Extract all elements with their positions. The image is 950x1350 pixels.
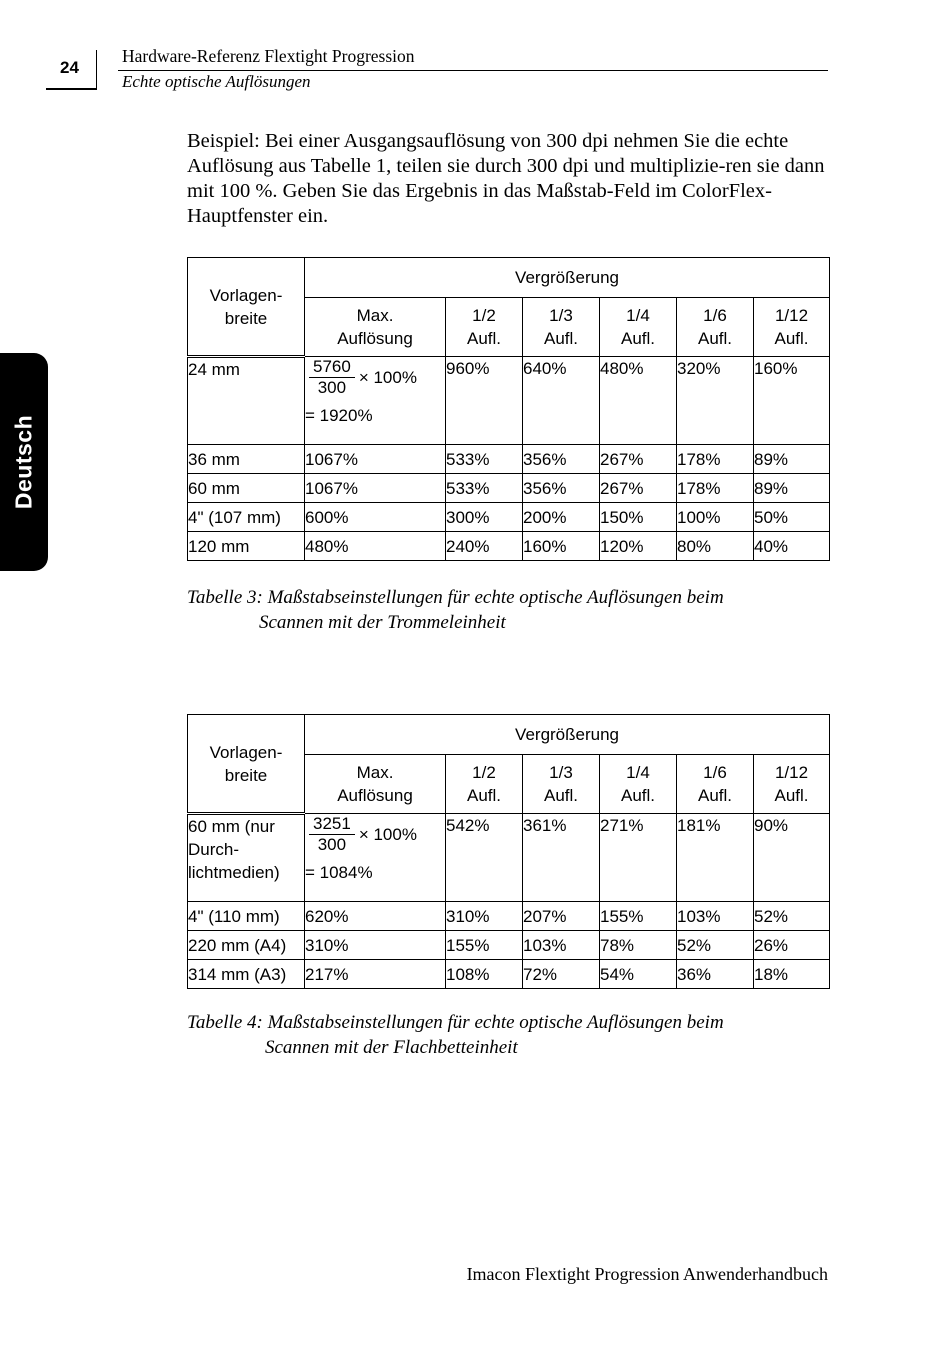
- table-cell: 89%: [754, 474, 830, 503]
- formula-result: = 1920%: [305, 406, 373, 425]
- column-header-half: 1/2 Aufl.: [446, 298, 523, 357]
- table-cell: 181%: [677, 814, 754, 902]
- header-divider: [96, 50, 97, 90]
- caption-line: Tabelle 4: Maßstabseinstellungen für echte optische Auflösungen beim: [187, 1012, 724, 1033]
- page-number: 24: [46, 56, 96, 90]
- table-row: [188, 357, 830, 445]
- table-cell: 26%: [754, 931, 830, 960]
- formula-multiplier: × 100%: [358, 367, 417, 387]
- table-cell: 80%: [677, 532, 754, 561]
- column-header-group: Vergrößerung: [305, 258, 830, 298]
- table-cell: 314 mm (A3): [188, 960, 305, 989]
- fraction-numerator: 5760: [309, 357, 355, 378]
- table-cell: 240%: [446, 532, 523, 561]
- table-3: [187, 257, 830, 561]
- table-cell: 120 mm: [188, 532, 305, 561]
- table-cell: 356%: [523, 445, 600, 474]
- column-header-group: Vergrößerung: [305, 715, 830, 755]
- table-cell: 103%: [523, 931, 600, 960]
- table-cell: 1067%: [305, 445, 446, 474]
- column-header-max: Max. Auflösung: [305, 298, 446, 357]
- table-cell: 960%: [446, 357, 523, 445]
- header-rule: [118, 70, 828, 71]
- table-cell: 4" (107 mm): [188, 503, 305, 532]
- table-cell: 89%: [754, 445, 830, 474]
- table-cell: 542%: [446, 814, 523, 902]
- table-cell: 52%: [677, 931, 754, 960]
- table-cell: 52%: [754, 902, 830, 931]
- table-cell: 300%: [446, 503, 523, 532]
- table-cell: 310%: [446, 902, 523, 931]
- column-header-third: 1/3 Aufl.: [523, 755, 600, 814]
- table-cell: 533%: [446, 474, 523, 503]
- caption-line: Scannen mit der Flachbetteinheit: [265, 1037, 518, 1058]
- table-cell: 120%: [600, 532, 677, 561]
- table-4-caption: [187, 1010, 827, 1060]
- column-header-width: Vorlagen-breite: [188, 258, 305, 357]
- table-cell: 90%: [754, 814, 830, 902]
- table-cell: 36%: [677, 960, 754, 989]
- table-4: [187, 714, 830, 989]
- table-cell: 178%: [677, 445, 754, 474]
- column-header-twelfth: 1/12 Aufl.: [754, 298, 830, 357]
- column-header-sixth: 1/6 Aufl.: [677, 298, 754, 357]
- language-side-tab-label: Deutsch: [10, 414, 37, 510]
- fraction: [309, 357, 355, 398]
- table-cell: 60 mm: [188, 474, 305, 503]
- table-row: [188, 902, 830, 931]
- column-header-max: Max. Auflösung: [305, 755, 446, 814]
- table-cell: 178%: [677, 474, 754, 503]
- fraction-denominator: 300: [317, 378, 347, 397]
- formula-cell: [305, 814, 446, 902]
- table-cell: 217%: [305, 960, 446, 989]
- table-cell: 36 mm: [188, 445, 305, 474]
- table-cell: 533%: [446, 445, 523, 474]
- table-row: [188, 532, 830, 561]
- table-cell: 480%: [305, 532, 446, 561]
- page-footer: Imacon Flextight Progression Anwenderhandbuch: [466, 1264, 828, 1284]
- table-3-caption: [187, 585, 827, 635]
- column-header-half: 1/2 Aufl.: [446, 755, 523, 814]
- column-header-third: 1/3 Aufl.: [523, 298, 600, 357]
- column-header-quarter: 1/4 Aufl.: [600, 755, 677, 814]
- table-cell: 361%: [523, 814, 600, 902]
- table-cell: 1067%: [305, 474, 446, 503]
- table-cell: 24 mm: [188, 357, 305, 445]
- intro-paragraph: Beispiel: Bei einer Ausgangsauflösung von 300 dpi nehmen Sie die echte Auflösung aus Tabelle 1, teilen sie durch 300 dpi und multiplizie-ren sie dann mit 100 %. Geben Sie das Ergebnis in das Maßstab-Feld im ColorFlex-Hauptfenster ein.: [187, 130, 825, 227]
- caption-line: Tabelle 3: Maßstabseinstellungen für echte optische Auflösungen beim: [187, 587, 724, 608]
- table-cell: 220 mm (A4): [188, 931, 305, 960]
- fraction: [309, 814, 355, 855]
- table-cell: 18%: [754, 960, 830, 989]
- column-header-width: Vorlagen-breite: [188, 715, 305, 814]
- table-cell: 200%: [523, 503, 600, 532]
- table-row: [188, 931, 830, 960]
- table-row: [188, 503, 830, 532]
- table-cell: 320%: [677, 357, 754, 445]
- table-cell: 620%: [305, 902, 446, 931]
- table-cell: 600%: [305, 503, 446, 532]
- table-cell: 72%: [523, 960, 600, 989]
- formula-cell: [305, 357, 446, 445]
- table-cell: 160%: [523, 532, 600, 561]
- table-cell: 4" (110 mm): [188, 902, 305, 931]
- table-cell: 60 mm (nur Durch-lichtmedien): [188, 814, 305, 902]
- column-header-sixth: 1/6 Aufl.: [677, 755, 754, 814]
- column-header-quarter: 1/4 Aufl.: [600, 298, 677, 357]
- formula-multiplier: × 100%: [358, 824, 417, 844]
- running-header-title: Hardware-Referenz Flextight Progression: [122, 46, 415, 66]
- table-cell: 54%: [600, 960, 677, 989]
- table-cell: 40%: [754, 532, 830, 561]
- table-row: [188, 445, 830, 474]
- table-row: [188, 960, 830, 989]
- table-cell: 267%: [600, 445, 677, 474]
- table-cell: 207%: [523, 902, 600, 931]
- table-cell: 480%: [600, 357, 677, 445]
- table-row: [188, 814, 830, 902]
- table-cell: 78%: [600, 931, 677, 960]
- table-cell: 50%: [754, 503, 830, 532]
- table-cell: 150%: [600, 503, 677, 532]
- table-cell: 100%: [677, 503, 754, 532]
- table-cell: 310%: [305, 931, 446, 960]
- caption-line: Scannen mit der Trommeleinheit: [259, 612, 506, 633]
- running-header-subtitle: Echte optische Auflösungen: [122, 72, 311, 91]
- table-cell: 103%: [677, 902, 754, 931]
- column-header-twelfth: 1/12 Aufl.: [754, 755, 830, 814]
- table-cell: 155%: [600, 902, 677, 931]
- table-cell: 356%: [523, 474, 600, 503]
- table-row: [188, 474, 830, 503]
- table-cell: 155%: [446, 931, 523, 960]
- formula-result: = 1084%: [305, 863, 373, 882]
- table-cell: 640%: [523, 357, 600, 445]
- fraction-numerator: 3251: [309, 814, 355, 835]
- table-cell: 271%: [600, 814, 677, 902]
- fraction-denominator: 300: [317, 835, 347, 854]
- table-cell: 160%: [754, 357, 830, 445]
- table-cell: 108%: [446, 960, 523, 989]
- table-cell: 267%: [600, 474, 677, 503]
